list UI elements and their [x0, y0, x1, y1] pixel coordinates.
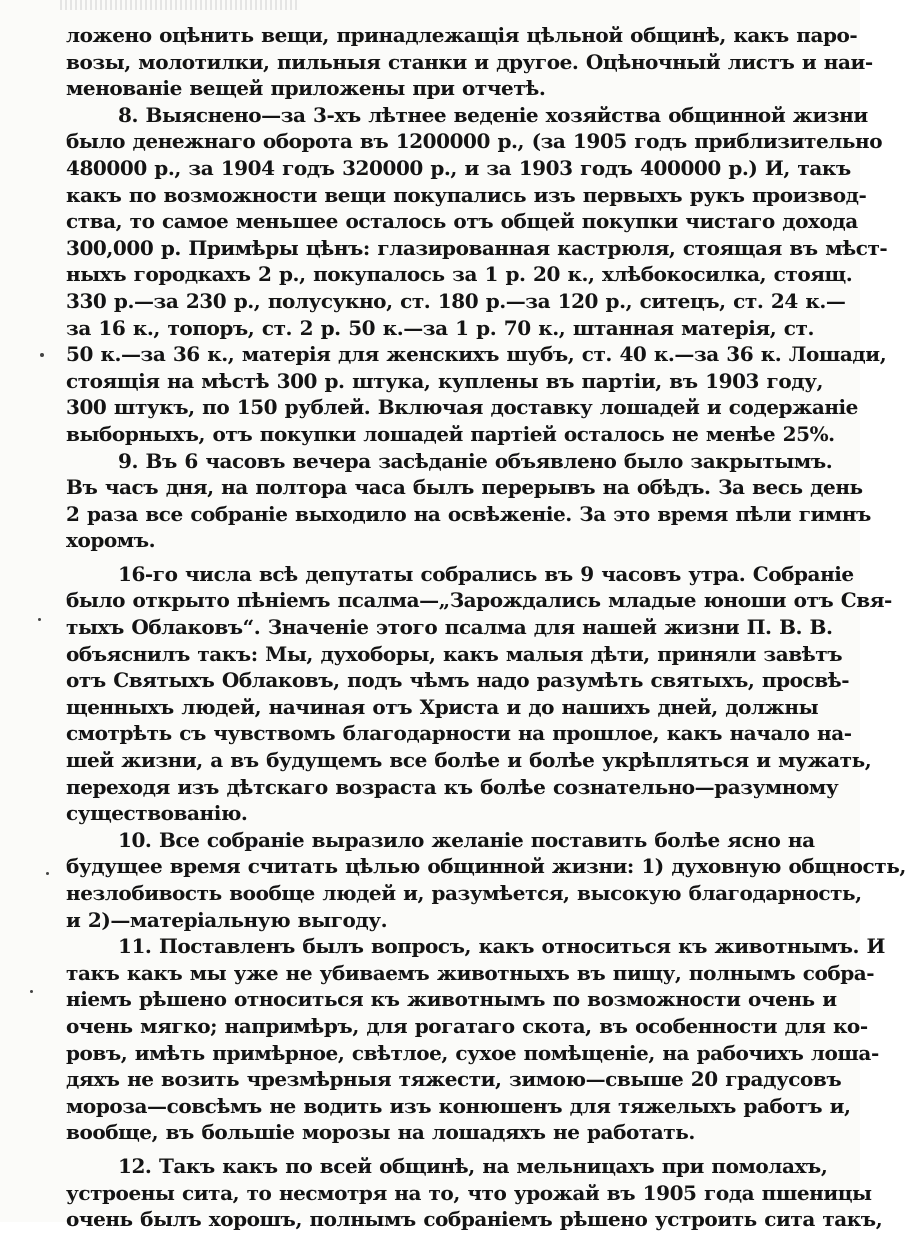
- text-line: 330 р.—за 230 р., полусукно, ст. 180 р.—за 120 р., ситецъ, ст. 24 к.—: [66, 288, 846, 313]
- text-line: стоящія на мѣстѣ 300 р. штука, куплены въ партіи, въ 1903 году,: [66, 368, 823, 393]
- text-line: выборныхъ, отъ покупки лошадей партіей осталось не менѣе 25%.: [66, 421, 835, 446]
- text-line: вообще, въ большіе морозы на лошадяхъ не работать.: [66, 1120, 695, 1145]
- text-line: 300,000 р. Примѣры цѣнъ: глазированная кастрюля, стоящая въ мѣст-: [66, 235, 888, 260]
- text-line: менованіе вещей приложены при отчетѣ.: [66, 76, 546, 101]
- text-line: 12. Такъ какъ по всей общинѣ, на мельницахъ при помолахъ,: [118, 1153, 828, 1178]
- text-line: такъ какъ мы уже не убиваемъ животныхъ въ пищу, полнымъ собра-: [66, 960, 875, 985]
- text-line: ства, то самое меньшее осталось отъ общей покупки чистаго дохода: [66, 209, 858, 234]
- text-line: ровъ, имѣть примѣрное, свѣтлое, сухое помѣщеніе, на рабочихъ лоша-: [66, 1040, 879, 1065]
- text-body: [66, 22, 906, 1233]
- text-line: переходя изъ дѣтскаго возраста къ болѣе сознательно—разумному: [66, 774, 839, 799]
- text-line: было денежнаго оборота въ 1200000 р., (за 1905 годъ приблизительно: [66, 129, 883, 154]
- text-line: 2 раза все собраніе выходило на освѣженіе. За это время пѣли гимнъ: [66, 501, 871, 526]
- text-line: очень мягко; напримѣръ, для рогатаго скота, въ особенности для ко-: [66, 1013, 868, 1038]
- ink-speck: [30, 990, 33, 993]
- text-line: какъ по возможности вещи покупались изъ первыхъ рукъ производ-: [66, 182, 867, 207]
- paragraph-gap: [66, 1146, 814, 1153]
- text-line: 50 к.—за 36 к., матерія для женскихъ шубъ, ст. 40 к.—за 36 к. Лошади,: [66, 342, 887, 367]
- print-noise: [60, 0, 300, 10]
- text-line: смотрѣть съ чувствомъ благодарности на прошлое, какъ начало на-: [66, 721, 852, 746]
- text-line: ныхъ городкахъ 2 р., покупалось за 1 р. 20 к., хлѣбокосилка, стоящ.: [66, 262, 853, 287]
- ink-speck: [40, 353, 44, 357]
- text-line: объяснилъ такъ: Мы, духоборы, какъ малыя дѣти, приняли завѣтъ: [66, 641, 843, 666]
- text-line: очень былъ хорошъ, полнымъ собраніемъ рѣшено устроить сита такъ,: [66, 1207, 883, 1232]
- text-line: Въ часъ дня, на полтора часа былъ перерывъ на обѣдъ. За весь день: [66, 475, 863, 500]
- paragraph-gap: [66, 554, 814, 561]
- text-line: 16-го числа всѣ депутаты собрались въ 9 часовъ утра. Собраніе: [118, 561, 854, 586]
- text-line: устроены сита, то несмотря на то, что урожай въ 1905 года пшеницы: [66, 1180, 872, 1205]
- text-line: будущее время считать цѣлью общинной жизни: 1) духовную общность,: [66, 854, 906, 879]
- text-line: 9. Въ 6 часовъ вечера засѣданіе объявлено было закрытымъ.: [118, 448, 833, 473]
- text-line: отъ Святыхъ Облаковъ, подъ чѣмъ надо разумѣть святыхъ, просвѣ-: [66, 668, 850, 693]
- text-line: 11. Поставленъ былъ вопросъ, какъ относиться къ животнымъ. И: [118, 934, 886, 959]
- text-line: 300 штукъ, по 150 рублей. Включая доставку лошадей и содержаніе: [66, 395, 858, 420]
- text-line: 8. Выяснено—за 3-хъ лѣтнее веденіе хозяйства общинной жизни: [118, 102, 868, 127]
- ink-speck: [46, 872, 49, 875]
- text-line: шей жизни, а въ будущемъ все болѣе и болѣе укрѣпляться и мужать,: [66, 748, 872, 773]
- text-line: и 2)—матеріальную выгоду.: [66, 907, 388, 932]
- text-line: существованію.: [66, 801, 248, 826]
- text-line: тыхъ Облаковъ“. Значеніе этого псалма для нашей жизни П. В. В.: [66, 615, 833, 640]
- text-line: незлобивость вообще людей и, разумѣется, высокую благодарность,: [66, 881, 862, 905]
- ink-speck: [38, 618, 41, 621]
- text-line: щенныхъ людей, начиная отъ Христа и до нашихъ дней, должны: [66, 694, 819, 719]
- text-line: ніемъ рѣшено относиться къ животнымъ по возможности очень и: [66, 987, 837, 1012]
- text-line: 480000 р., за 1904 годъ 320000 р., и за 1903 годъ 400000 р.) И, такъ: [66, 155, 851, 180]
- text-line: за 16 к., топоръ, ст. 2 р. 50 к.—за 1 р. 70 к., штанная матерія, ст.: [66, 315, 814, 340]
- text-line: дяхъ не возить чрезмѣрныя тяжести, зимою—свыше 20 градусовъ: [66, 1067, 842, 1092]
- text-line: возы, молотилки, пильныя станки и другое. Оцѣночный листъ и наи-: [66, 49, 873, 74]
- text-line: ложено оцѣнить вещи, принадлежащія цѣльной общинѣ, какъ паро-: [66, 23, 858, 47]
- text-line: было открыто пѣніемъ псалма—„Зарождались младые юноши отъ Свя-: [66, 588, 892, 613]
- text-line: хоромъ.: [66, 528, 156, 553]
- text-line: 10. Все собраніе выразило желаніе поставить болѣе ясно на: [118, 827, 815, 852]
- text-line: мороза—совсѣмъ не водить изъ конюшенъ для тяжелыхъ работъ и,: [66, 1093, 851, 1118]
